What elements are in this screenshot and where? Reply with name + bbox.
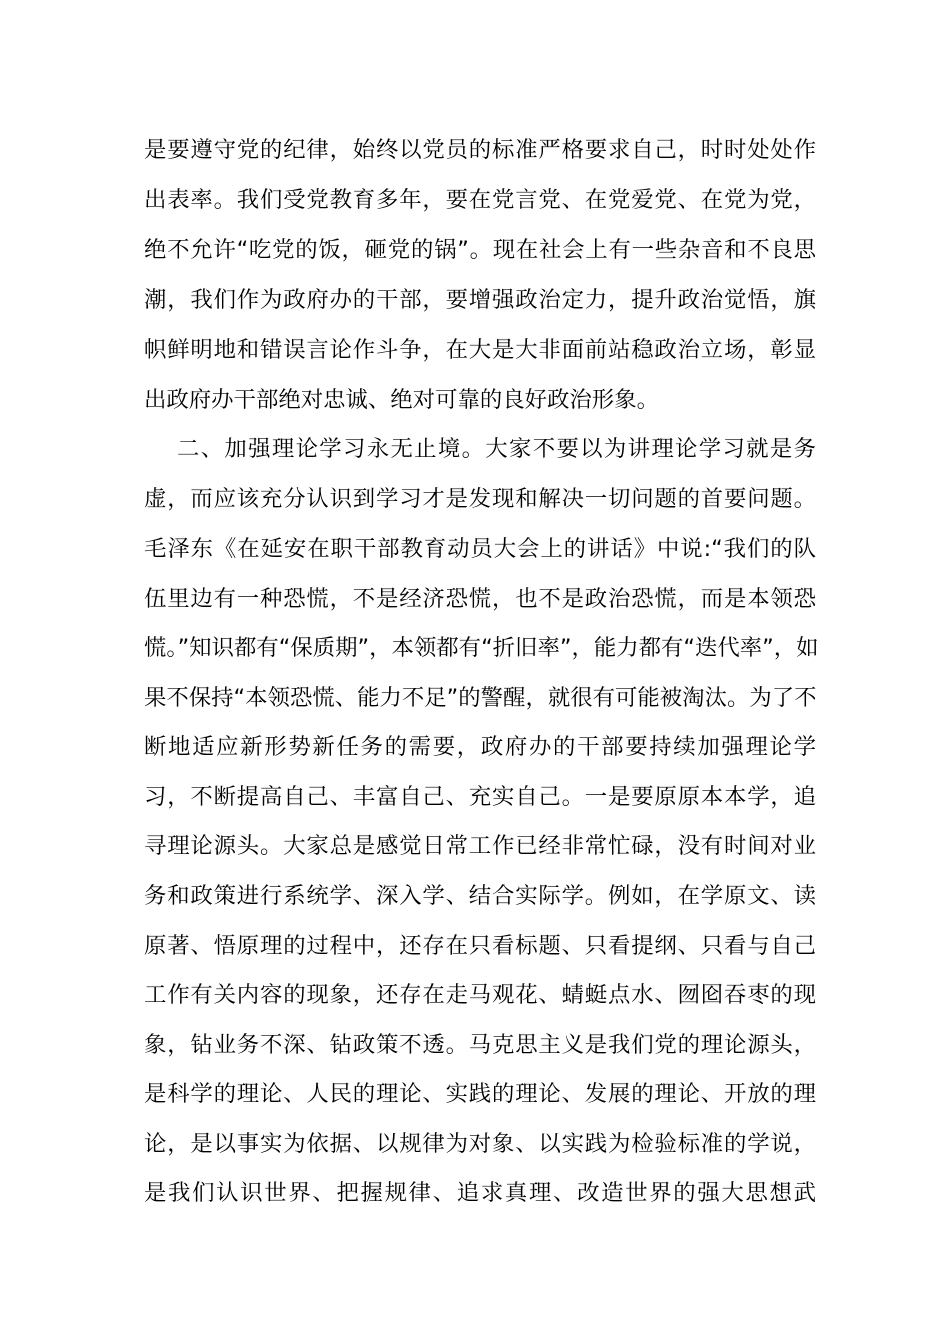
- text-line: 习，不断提高自己、丰富自己、充实自己。一是要原原本本学，追: [144, 784, 816, 810]
- text-line: 论，是以事实为依据、以规律为对象、以实践为检验标准的学说，: [144, 1131, 816, 1157]
- text-line: 工作有关内容的现象，还存在走马观花、蜻蜓点水、囫囵吞枣的现: [144, 982, 816, 1008]
- text-line: 绝不允许“吃党的饭，砸党的锅”。现在社会上有一些杂音和不良思: [144, 237, 816, 263]
- text-line: 果不保持“本领恐慌、能力不足”的警醒，就很有可能被淘汰。为了不: [144, 685, 817, 711]
- text-line: 是我们认识世界、把握规律、追求真理、改造世界的强大思想武: [144, 1180, 816, 1206]
- text-line: 象，钻业务不深、钻政策不透。马克思主义是我们党的理论源头，: [144, 1032, 816, 1058]
- text-line: 务和政策进行系统学、深入学、结合实际学。例如，在学原文、读: [144, 883, 816, 909]
- section-heading-line: 二、加强理论学习永无止境。大家不要以为讲理论学习就是务: [177, 436, 816, 462]
- text-line: 毛泽东《在延安在职干部教育动员大会上的讲话》中说:“我们的队: [144, 536, 816, 562]
- text-line: 断地适应新形势新任务的需要，政府办的干部要持续加强理论学: [144, 734, 816, 760]
- text-line: 寻理论源头。大家总是感觉日常工作已经非常忙碌，没有时间对业: [144, 833, 816, 859]
- text-line: 是科学的理论、人民的理论、实践的理论、发展的理论、开放的理: [144, 1081, 816, 1107]
- text-line: 虚，而应该充分认识到学习才是发现和解决一切问题的首要问题。: [144, 486, 816, 512]
- text-line: 原著、悟原理的过程中，还存在只看标题、只看提纲、只看与自己: [144, 933, 816, 959]
- text-line: 伍里边有一种恐慌，不是经济恐慌，也不是政治恐慌，而是本领恐: [144, 586, 816, 612]
- text-line: 出表率。我们受党教育多年，要在党言党、在党爱党、在党为党，: [144, 187, 816, 213]
- text-line: 帜鲜明地和错误言论作斗争，在大是大非面前站稳政治立场，彰显: [144, 337, 816, 363]
- text-line: 是要遵守党的纪律，始终以党员的标准严格要求自己，时时处处作: [144, 137, 816, 163]
- text-line: 出政府办干部绝对忠诚、绝对可靠的良好政治形象。: [144, 387, 659, 413]
- text-line: 慌。”知识都有“保质期”，本领都有“折旧率”，能力都有“迭代率”，如: [144, 635, 819, 661]
- text-line: 潮，我们作为政府办的干部，要增强政治定力，提升政治觉悟，旗: [144, 287, 816, 313]
